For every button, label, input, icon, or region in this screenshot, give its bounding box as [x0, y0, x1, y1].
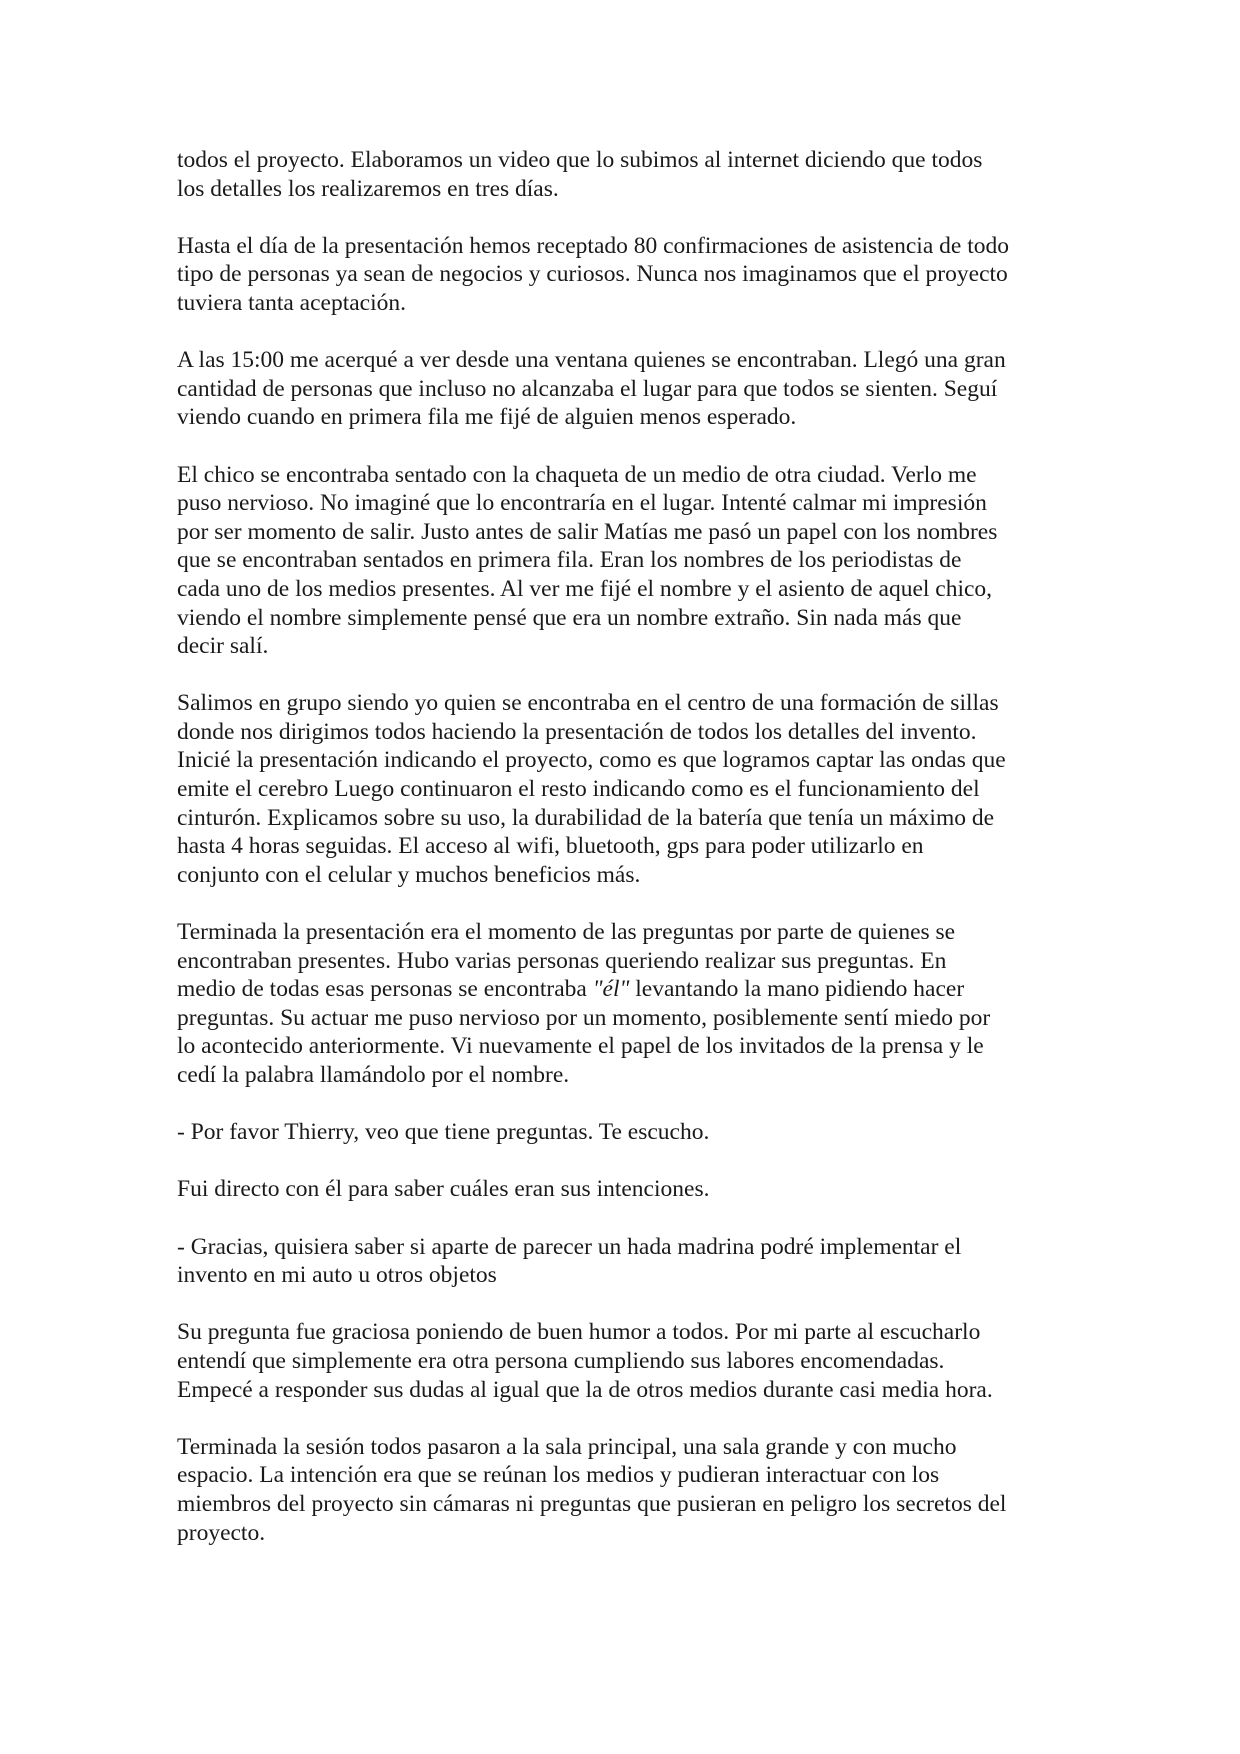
- text-line: El chico se encontraba sentado con la chaqueta de un medio de otra ciudad. Verlo me: [177, 461, 977, 488]
- paragraph-10: [177, 1318, 1077, 1404]
- text-line: invento en mi auto u otros objetos: [177, 1262, 497, 1289]
- paragraph-5: [177, 689, 1077, 889]
- text-line: espacio. La intención era que se reúnan los medios y pudieran interactuar con los: [177, 1462, 940, 1489]
- text-line: Empecé a responder sus dudas al igual que la de otros medios durante casi media hora.: [177, 1376, 993, 1403]
- text-line: miembros del proyecto sin cámaras ni preguntas que pusieran en peligro los secretos del: [177, 1490, 1007, 1517]
- paragraph-6: [177, 918, 1077, 1090]
- text-line: A las 15:00 me acerqué a ver desde una ventana quienes se encontraban. Llegó una gran: [177, 347, 1006, 374]
- text-line: Inicié la presentación indicando el proyecto, como es que logramos captar las ondas que: [177, 747, 1006, 774]
- text-line: encontraban presentes. Hubo varias personas queriendo realizar sus preguntas. En: [177, 947, 947, 974]
- text-line: Terminada la presentación era el momento de las preguntas por parte de quienes se: [177, 919, 956, 946]
- italic-emphasis: "él": [592, 976, 630, 1003]
- paragraph-2: [177, 232, 1077, 318]
- document-body: [177, 146, 1077, 1547]
- text-line: decir salí.: [177, 633, 269, 660]
- text-line: preguntas. Su actuar me puso nervioso por un momento, posiblemente sentí miedo por: [177, 1004, 991, 1031]
- text-line: viendo cuando en primera fila me fijé de alguien menos esperado.: [177, 404, 797, 431]
- paragraph-1: [177, 146, 1077, 203]
- text-line: donde nos dirigimos todos haciendo la presentación de todos los detalles del invento.: [177, 718, 977, 745]
- text-line: los detalles los realizaremos en tres días.: [177, 175, 559, 202]
- text-line: cinturón. Explicamos sobre su uso, la durabilidad de la batería que tenía un máximo de: [177, 804, 995, 831]
- paragraph-3: [177, 346, 1077, 432]
- paragraph-9-dialogue: [177, 1233, 1077, 1290]
- text-line: cantidad de personas que incluso no alcanzaba el lugar para que todos se sienten. Seguí: [177, 375, 998, 402]
- text-line: - Gracias, quisiera saber si aparte de parecer un hada madrina podré implementar el: [177, 1233, 962, 1260]
- text-line: lo acontecido anteriormente. Vi nuevamente el papel de los invitados de la prensa y le: [177, 1033, 984, 1060]
- text-line: entendí que simplemente era otra persona cumpliendo sus labores encomendadas.: [177, 1347, 945, 1374]
- text-line: cada uno de los medios presentes. Al ver me fijé el nombre y el asiento de aquel chico,: [177, 575, 993, 602]
- text-line-after-italic: levantando la mano pidiendo hacer: [629, 976, 965, 1003]
- text-line: por ser momento de salir. Justo antes de salir Matías me pasó un papel con los nombres: [177, 518, 998, 545]
- text-line: tuviera tanta aceptación.: [177, 289, 406, 316]
- text-line: puso nervioso. No imaginé que lo encontraría en el lugar. Intenté calmar mi impresión: [177, 490, 987, 517]
- text-line: cedí la palabra llamándolo por el nombre.: [177, 1062, 570, 1088]
- paragraph-4: [177, 461, 1077, 661]
- text-line: Hasta el día de la presentación hemos receptado 80 confirmaciones de asistencia de todo: [177, 232, 1009, 259]
- text-line: tipo de personas ya sean de negocios y curiosos. Nunca nos imaginamos que el proyecto: [177, 261, 1008, 288]
- text-line-before-italic: medio de todas esas personas se encontraba: [177, 976, 593, 1003]
- text-line: conjunto con el celular y muchos beneficios más.: [177, 861, 641, 888]
- text-line: Salimos en grupo siendo yo quien se encontraba en el centro de una formación de sillas: [177, 690, 999, 717]
- text-line: que se encontraban sentados en primera fila. Eran los nombres de los periodistas de: [177, 547, 962, 574]
- paragraph-11: [177, 1433, 1077, 1547]
- text-line: - Por favor Thierry, veo que tiene preguntas. Te escucho.: [177, 1119, 710, 1146]
- text-line: Terminada la sesión todos pasaron a la sala principal, una sala grande y con mucho: [177, 1433, 957, 1460]
- text-line: viendo el nombre simplemente pensé que era un nombre extraño. Sin nada más que: [177, 604, 962, 631]
- text-line: proyecto.: [177, 1519, 266, 1546]
- paragraph-7-dialogue: [177, 1118, 1077, 1147]
- text-line: todos el proyecto. Elaboramos un video que lo subimos al internet diciendo que todos: [177, 147, 983, 173]
- text-line: Su pregunta fue graciosa poniendo de buen humor a todos. Por mi parte al escucharlo: [177, 1319, 981, 1346]
- text-line: emite el cerebro Luego continuaron el resto indicando como es el funcionamiento del: [177, 776, 980, 803]
- text-line: hasta 4 horas seguidas. El acceso al wifi, bluetooth, gps para poder utilizarlo en: [177, 833, 924, 860]
- text-line: Fui directo con él para saber cuáles eran sus intenciones.: [177, 1176, 710, 1203]
- paragraph-8: [177, 1175, 1077, 1204]
